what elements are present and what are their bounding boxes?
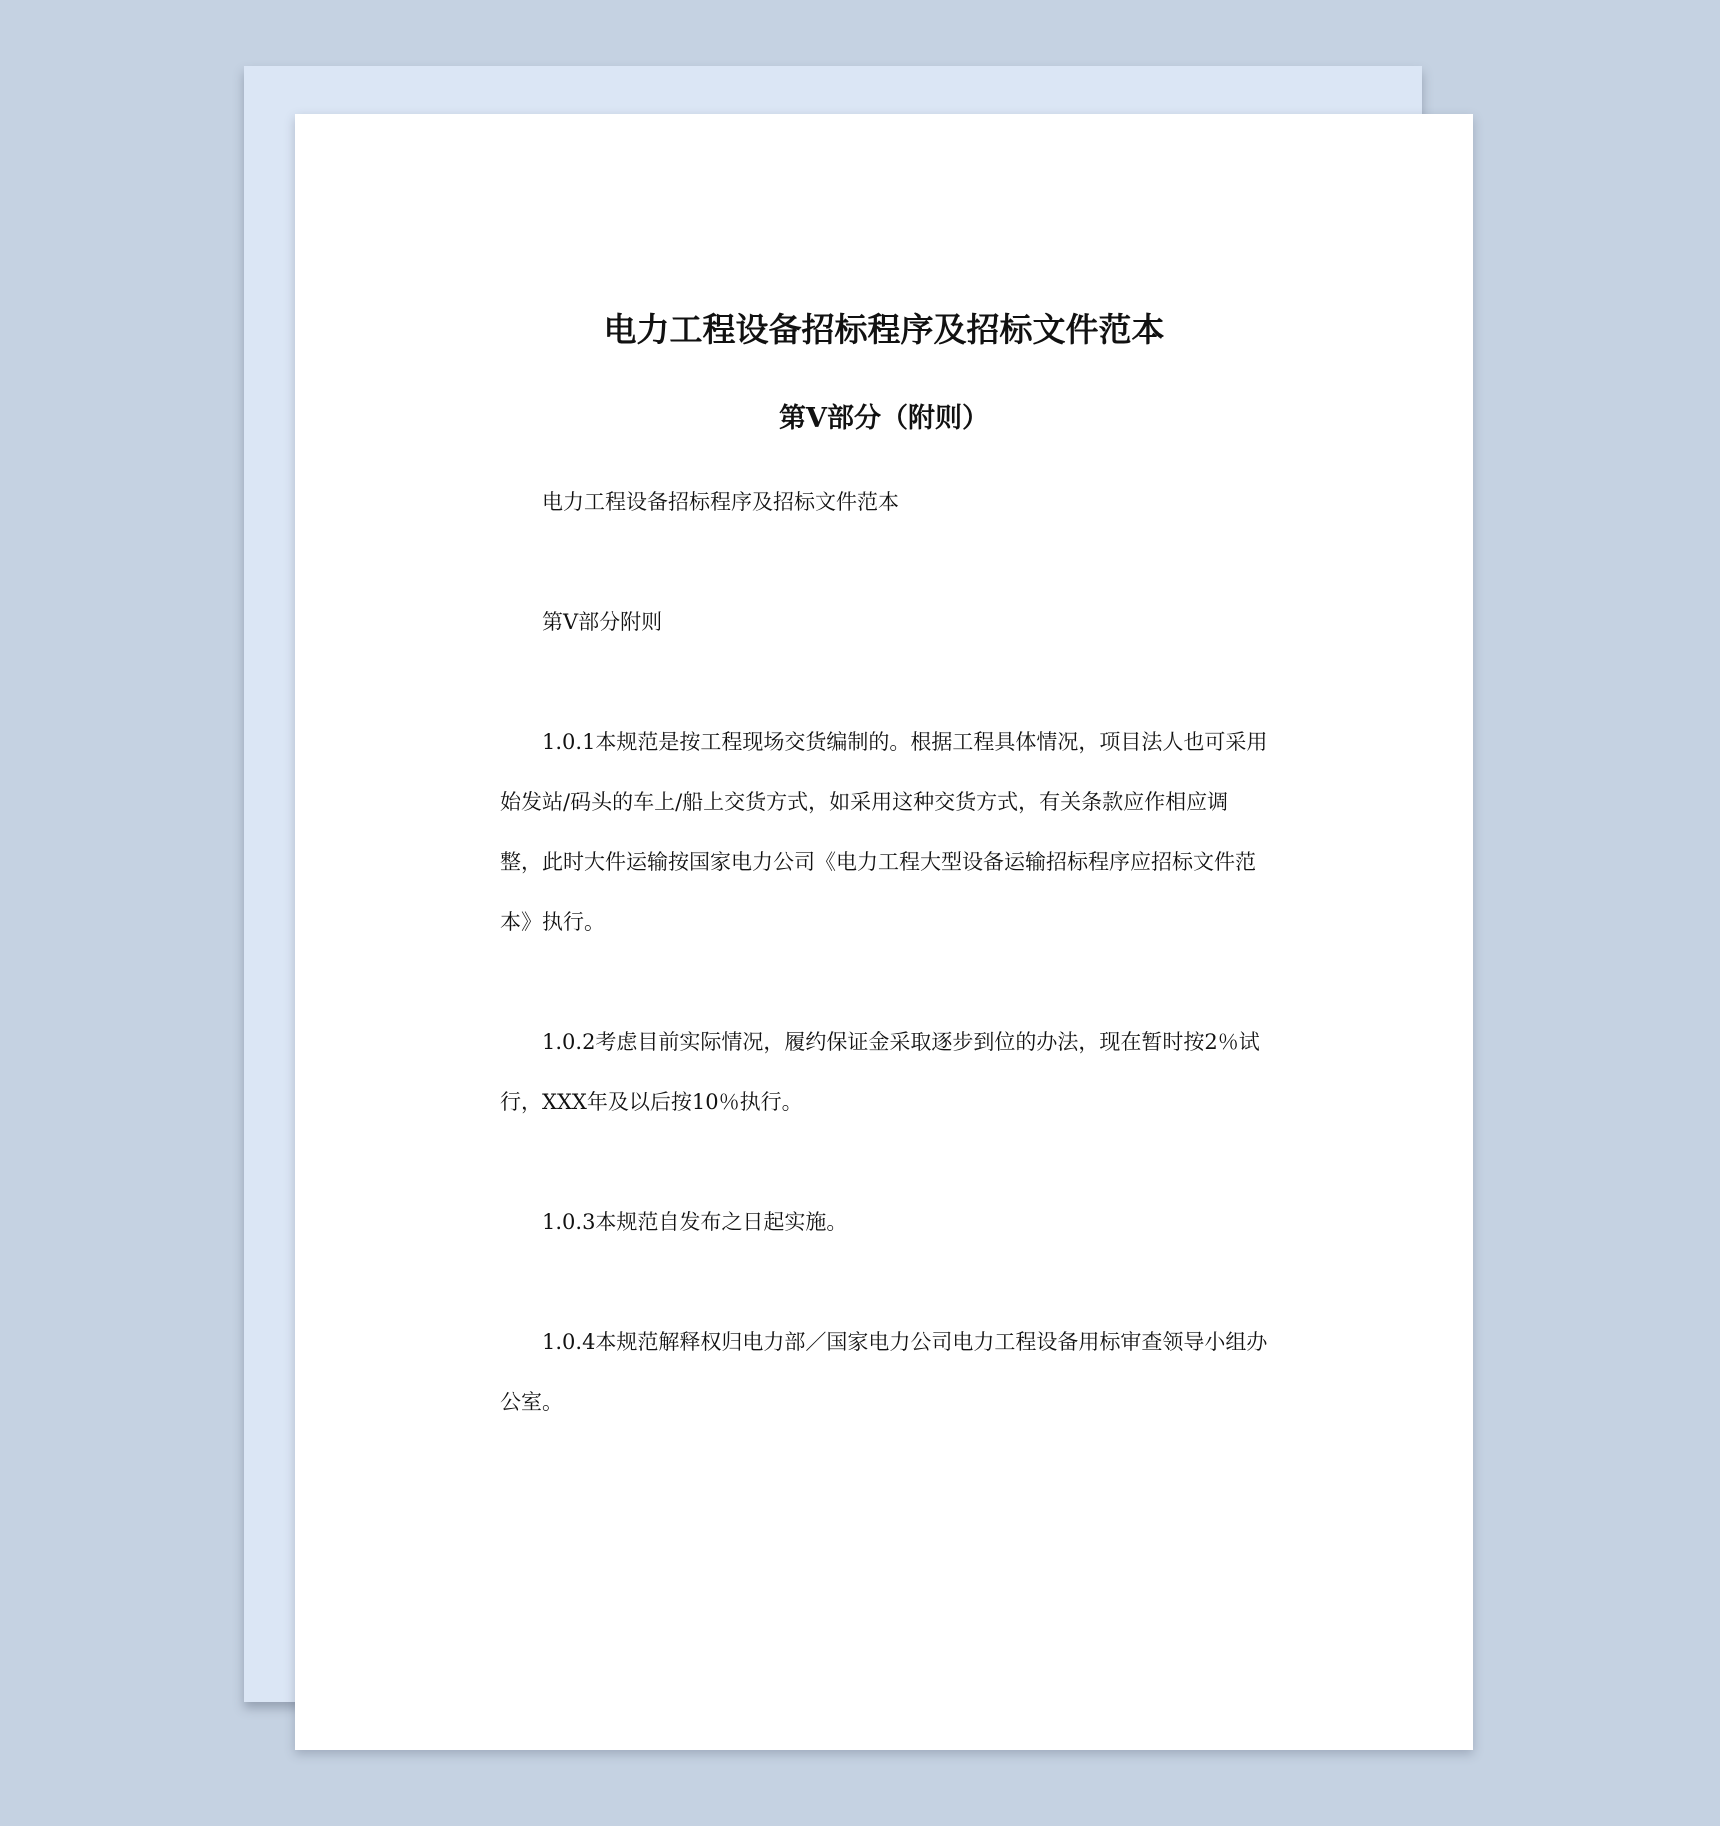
clause-1-0-4: 1.0.4本规范解释权归电力部／国家电力公司电力工程设备用标审查领导小组办公室。 <box>500 1330 1268 1414</box>
document-title: 电力工程设备招标程序及招标文件范本 <box>603 310 1165 349</box>
document-subtitle: 第Ⅴ部分（附则） <box>779 403 989 434</box>
clause-1-0-3: 1.0.3本规范自发布之日起实施。 <box>542 1210 848 1234</box>
document-page <box>295 114 1473 1750</box>
body-heading-title: 电力工程设备招标程序及招标文件范本 <box>542 490 899 514</box>
body-heading-part: 第Ⅴ部分附则 <box>542 610 663 634</box>
document-body <box>500 472 1270 1432</box>
clause-1-0-2: 1.0.2考虑目前实际情况，履约保证金采取逐步到位的办法，现在暂时按2％试行，XXX年及以后按10％执行。 <box>500 1030 1260 1114</box>
clause-1-0-1: 1.0.1本规范是按工程现场交货编制的。根据工程具体情况，项目法人也可采用始发站/码头的车上/船上交货方式，如采用这种交货方式，有关条款应作相应调整，此时大件运输按国家电力公司《电力工程大型设备运输招标程序应招标文件范本》执行。 <box>500 730 1268 934</box>
